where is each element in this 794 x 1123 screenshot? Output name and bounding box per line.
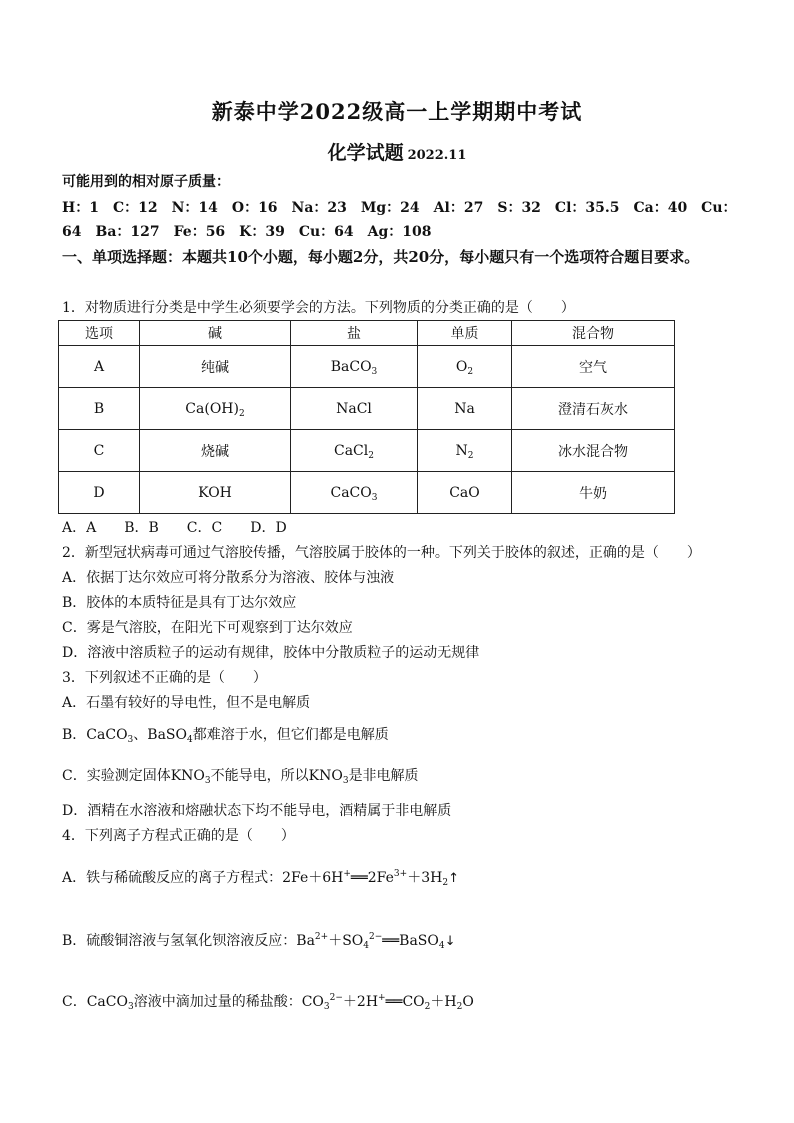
table-header-row — [59, 321, 675, 346]
q3-option-c: C．实验测定固体$KNO_3$不能导电，所以$KNO_3$是非电解质 — [62, 768, 419, 786]
table-cell: Na — [418, 388, 512, 430]
q2-option-d: D．溶液中溶质粒子的运动有规律，胶体中分散质粒子的运动无规律 — [62, 645, 480, 661]
q4-option-c: C．CaCO$_3$溶液中滴加过量的稀盐酸：$CO_3^{2-}+2H^+══CO_2+H_2O$ — [62, 993, 474, 1012]
q4-option-a: A．铁与稀硫酸反应的离子方程式：$2Fe+6H^+══2Fe^{3+}+3H_2↑$ — [62, 869, 459, 888]
table-header-cell: 单质 — [418, 321, 512, 346]
classification-table — [58, 320, 675, 514]
table-cell: B — [59, 388, 140, 430]
gas-up-arrow-icon: ↑ — [448, 871, 459, 886]
table-cell: $O_2$ — [418, 346, 512, 388]
q2-option-a: A．依据丁达尔效应可将分散系分为溶液、胶体与浊液 — [62, 570, 395, 586]
table-row — [59, 472, 675, 514]
precipitate-down-arrow-icon: ↓ — [444, 934, 456, 949]
table-cell: C — [59, 430, 140, 472]
table-row — [59, 430, 675, 472]
table-cell: 空气 — [512, 346, 675, 388]
table-header-cell: 混合物 — [512, 321, 675, 346]
q1-options: A．A B．B C．C D．D — [62, 520, 287, 536]
q3-option-a: A．石墨有较好的导电性，但不是电解质 — [62, 695, 311, 711]
table-cell: CaO — [418, 472, 512, 514]
section-heading: 一、单项选择题：本题共10个小题，每小题2分，共20分，每小题只有一个选项符合题目要求。 — [62, 248, 700, 266]
subject-title: 化学试题 — [327, 142, 404, 164]
table-cell: NaCl — [291, 388, 418, 430]
atomic-mass-line-1: H：1 C：12 N：14 O：16 Na：23 Mg：24 Al：27 S：32 Cl：35.5 Ca：40 Cu： — [62, 200, 737, 216]
table-cell: $N_2$ — [418, 430, 512, 472]
table-cell: CaCO$_3$ — [291, 472, 418, 514]
table-cell: 牛奶 — [512, 472, 675, 514]
q2-stem: 2．新型冠状病毒可通过气溶胶传播，气溶胶属于胶体的一种。下列关于胶体的叙述，正确的是（ ） — [62, 545, 701, 561]
q1-stem: 1．对物质进行分类是中学生必须要学会的方法。下列物质的分类正确的是（ ） — [62, 300, 575, 316]
table-header-cell: 盐 — [291, 321, 418, 346]
q3-option-d: D．酒精在水溶液和熔融状态下均不能导电，酒精属于非电解质 — [62, 803, 452, 819]
table-cell: 澄清石灰水 — [512, 388, 675, 430]
q2-option-c: C．雾是气溶胶，在阳光下可观察到丁达尔效应 — [62, 620, 353, 636]
table-cell: CaCl$_2$ — [291, 430, 418, 472]
table-header-cell: 碱 — [140, 321, 291, 346]
atomic-mass-line-2: 64 Ba：127 Fe：56 K：39 Cu：64 Ag：108 — [62, 224, 432, 240]
table-row — [59, 388, 675, 430]
exam-date: 2022.11 — [407, 148, 467, 163]
table-cell: 纯碱 — [140, 346, 291, 388]
table-cell: BaCO$_3$ — [291, 346, 418, 388]
exam-subtitle — [0, 138, 794, 165]
q4-option-b: B．硫酸铜溶液与氢氧化钡溶液反应：$Ba^{2+}+SO_4^{2-}══BaSO_4↓$ — [62, 932, 456, 951]
table-cell: 烧碱 — [140, 430, 291, 472]
q4-stem: 4．下列离子方程式正确的是（ ） — [62, 828, 295, 844]
table-row — [59, 346, 675, 388]
table-header-cell: 选项 — [59, 321, 140, 346]
exam-title: 新泰中学2022级高一上学期期中考试 — [211, 99, 583, 124]
q2-option-b: B．胶体的本质特征是具有丁达尔效应 — [62, 595, 297, 611]
table-cell: 冰水混合物 — [512, 430, 675, 472]
q3-stem: 3．下列叙述不正确的是（ ） — [62, 670, 267, 686]
table-cell: D — [59, 472, 140, 514]
table-cell: KOH — [140, 472, 291, 514]
table-cell: $Ca(OH)_2$ — [140, 388, 291, 430]
table-cell: A — [59, 346, 140, 388]
atomic-mass-heading: 可能用到的相对原子质量： — [62, 174, 230, 190]
q3-option-b: B．CaCO$_3$、BaSO$_4$都难溶于水，但它们都是电解质 — [62, 727, 389, 745]
